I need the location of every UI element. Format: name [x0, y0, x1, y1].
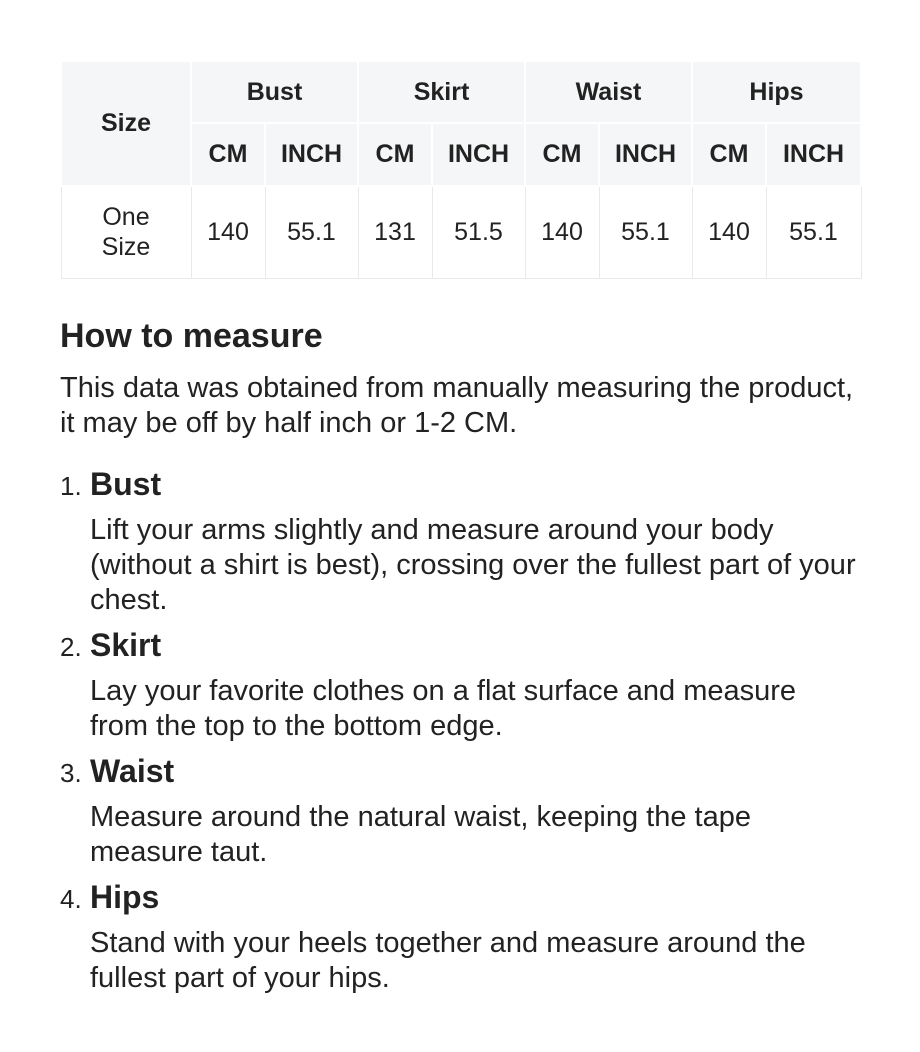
skirt-cm-value: 131	[358, 186, 432, 278]
hips-cm-value: 140	[692, 186, 766, 278]
list-item-hips-header	[60, 878, 860, 918]
list-item-label-hips: Hips	[90, 878, 160, 915]
unit-header-bust-cm: CM	[191, 123, 265, 186]
list-item-label-skirt: Skirt	[90, 626, 162, 663]
unit-header-skirt-cm: CM	[358, 123, 432, 186]
list-item-skirt	[60, 626, 860, 744]
group-header-waist: Waist	[525, 61, 692, 123]
how-to-measure-heading: How to measure	[60, 316, 323, 355]
bust-cm-value: 140	[191, 186, 265, 278]
waist-cm-value: 140	[525, 186, 599, 278]
list-item-hips	[60, 878, 860, 996]
list-item-waist-header	[60, 752, 860, 792]
group-header-skirt: Skirt	[358, 61, 525, 123]
list-item-desc-waist: Measure around the natural waist, keeping the tape measure taut.	[90, 800, 751, 868]
size-value: One Size	[61, 186, 191, 278]
list-item-bust-header	[60, 465, 860, 505]
list-item-desc-skirt: Lay your favorite clothes on a flat surface and measure from the top to the bottom edge.	[90, 674, 797, 742]
waist-inch-value: 55.1	[599, 186, 692, 278]
list-item-number: 4.	[60, 883, 82, 914]
group-header-hips: Hips	[692, 61, 861, 123]
list-item-number: 2.	[60, 631, 82, 662]
list-item-desc-bust: Lift your arms slightly and measure around your body (without a shirt is best), crossing over the fullest part of your chest.	[90, 513, 856, 616]
unit-header-waist-cm: CM	[525, 123, 599, 186]
list-item-desc-hips: Stand with your heels together and measure around the fullest part of your hips.	[90, 926, 806, 994]
table-row-one-size	[61, 186, 861, 278]
hips-inch-value: 55.1	[766, 186, 861, 278]
list-item-skirt-header	[60, 626, 860, 666]
group-header-bust: Bust	[191, 61, 358, 123]
bust-inch-value: 55.1	[265, 186, 358, 278]
skirt-inch-value: 51.5	[432, 186, 525, 278]
unit-header-skirt-inch: INCH	[432, 123, 525, 186]
list-item-label-bust: Bust	[90, 465, 162, 502]
measure-disclaimer-text: This data was obtained from manually measuring the product, it may be off by half inch or 1-2 CM.	[60, 371, 854, 439]
measure-instruction-list	[60, 465, 860, 996]
unit-header-hips-inch: INCH	[766, 123, 861, 186]
list-item-bust	[60, 465, 860, 618]
column-header-size: Size	[61, 61, 191, 186]
size-table	[60, 60, 862, 279]
unit-header-waist-inch: INCH	[599, 123, 692, 186]
list-item-number: 3.	[60, 757, 82, 788]
unit-header-bust-inch: INCH	[265, 123, 358, 186]
table-group-header-row	[61, 61, 861, 123]
unit-header-hips-cm: CM	[692, 123, 766, 186]
list-item-number: 1.	[60, 470, 82, 501]
list-item-waist	[60, 752, 860, 870]
list-item-label-waist: Waist	[90, 752, 175, 789]
